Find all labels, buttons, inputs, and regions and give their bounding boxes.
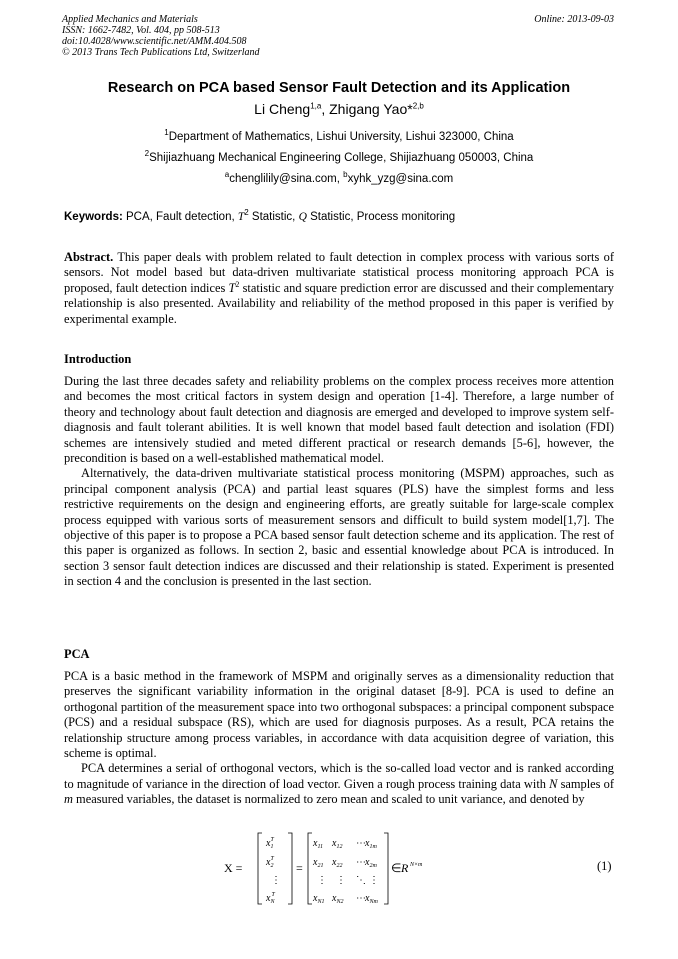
pca-paragraph-2 — [64, 761, 614, 807]
pca-p2-text-c: measured variables, the dataset is normalized to zero mean and scaled to unit variance, and denoted by — [72, 792, 585, 807]
email-a: chenglilily@sina.com, — [229, 173, 344, 185]
affiliation-1 — [0, 128, 678, 143]
keywords-label: Keywords: — [64, 211, 123, 223]
matrix-entries — [312, 838, 379, 905]
matrix-right-bracket — [384, 833, 388, 904]
author-2: Zhigang Yao* — [329, 101, 413, 117]
keyword-t-exponent: 2 — [244, 208, 249, 218]
abstract-label: Abstract. — [64, 250, 114, 264]
equation-space-dimension: N×m — [410, 862, 423, 868]
matrix-entry: ⋯ — [356, 857, 366, 868]
affiliation-2-mark: 2 — [144, 149, 150, 159]
copyright-line: © 2013 Trans Tech Publications Ltd, Switzerland — [62, 47, 260, 58]
keywords-text-3: Statistic, Process monitoring — [306, 211, 456, 223]
matrix-entry: ⋯ — [356, 838, 366, 849]
equation-element-of: ∈ — [391, 861, 402, 875]
keywords — [64, 208, 456, 223]
introduction-paragraph-1: During the last three decades safety and reliability problems on the complex process receives more attention and becomes the most critical factors in system design and operation [1-4]. Therefore, a large number of theory and technology about fault detection and diagnosis are emerged and developed to improve system self-diagnosis and fault tolerant abilities. It is well known that model based fault detection and isolation (FDI) schemes are intensively studied and meted different practical or research demands [5-6], however, the precondition is based on a well-established mathematical model. — [64, 374, 614, 466]
vector-entry: $x_1T$ — [266, 837, 274, 850]
email-b-mark: b — [343, 170, 348, 180]
matrix-entry: ⋱ — [356, 875, 366, 886]
matrix-left-bracket — [308, 833, 312, 904]
email-b: xyhk_yzg@sina.com — [347, 173, 454, 185]
matrix-entry: $x_{2m}$ — [365, 857, 377, 869]
vector-right-bracket — [288, 833, 292, 904]
equation-lhs: X = — [224, 861, 243, 875]
author-2-affiliation: 2,b — [412, 101, 424, 111]
matrix-entry: $x_{Nm}$ — [365, 893, 378, 905]
affiliation-1-text: Department of Mathematics, Lishui University, Lishui 323000, China — [168, 131, 514, 143]
vector-entry: ⋮ — [271, 875, 281, 886]
vector-left-bracket — [258, 833, 262, 904]
abstract-text-2: statistic and square prediction error are discussed and their complementary relationship is also presented. Availability and reliability of the method proposed in this paper is verified by experimental example. — [64, 280, 614, 326]
keywords-text-2: Statistic, — [248, 211, 299, 223]
matrix-entry: $x_{12}$ — [332, 838, 343, 850]
abstract-text-1: This paper deals with problem related to fault detection in complex process with various sorts of sensors. Not model based but data-driven multivariate statistical process monitoring approach PCA is proposed, fault detection indices — [64, 250, 614, 295]
equation-number: (1) — [597, 859, 612, 873]
pca-body — [64, 669, 614, 808]
matrix-entry: $x_{21}$ — [313, 857, 324, 869]
affiliation-2 — [0, 149, 678, 164]
affiliation-2-text: Shijiazhuang Mechanical Engineering College, Shijiazhuang 050003, China — [149, 152, 534, 164]
abstract — [64, 250, 614, 327]
matrix-entry: ⋮ — [369, 875, 379, 886]
keyword-q-symbol: Q — [298, 211, 307, 223]
affiliation-1-mark: 1 — [164, 128, 169, 138]
paper-title: Research on PCA based Sensor Fault Detection and its Application — [107, 80, 571, 96]
email-a-mark: a — [224, 170, 230, 180]
vector-entry: $x_NT$ — [266, 892, 275, 905]
matrix-entry: $x_{1m}$ — [365, 838, 377, 850]
equation-1 — [224, 828, 624, 908]
equation-equals: = — [296, 861, 303, 875]
pca-p2-text-a: PCA determines a serial of orthogonal vectors, which is the so-called load vector and is ranked according to magnitude of variance in the direction of load vector. Given a rough process training data with — [64, 761, 614, 791]
journal-name: Applied Mechanics and Materials — [62, 14, 198, 25]
doi-line: doi:10.4028/www.scientific.net/AMM.404.508 — [62, 36, 247, 47]
keyword-t-symbol: T — [237, 211, 245, 223]
pca-p2-text-b: samples of — [557, 776, 615, 791]
author-separator: , — [321, 101, 330, 117]
pca-symbol-m: m — [64, 792, 73, 807]
author-1-affiliation: 1,a — [310, 101, 322, 111]
online-date: Online: 2013-09-03 — [534, 14, 614, 25]
matrix-entry: ⋮ — [317, 875, 327, 886]
email-line — [0, 170, 678, 185]
matrix-entry: ⋮ — [336, 875, 346, 886]
abstract-t-exponent: 2 — [235, 279, 240, 289]
pca-heading: PCA — [64, 647, 90, 661]
equation-real-space: R — [401, 861, 409, 875]
issn-line: ISSN: 1662-7482, Vol. 404, pp 508-513 — [62, 25, 220, 36]
author-1: Li Cheng — [254, 101, 311, 117]
pca-symbol-n: N — [549, 776, 558, 791]
introduction-body — [64, 374, 614, 590]
introduction-heading: Introduction — [64, 352, 132, 366]
introduction-paragraph-2: Alternatively, the data-driven multivariate statistical process monitoring (MSPM) approaches, such as principal component analysis (PCA) and partial least squares (PLS) have the simplest forms and less restrictive requirements on the design and engineering efforts, are greatly suitable for large-scale complex process equipped with various sorts of measurement sensors and difficult to build system model[1,7]. The objective of this paper is to propose a PCA based sensor fault detection scheme and its application. The rest of this paper is organized as follows. In section 2, basic and essential knowledge about PCA is introduced. In section 3 sensor fault detection indices are discussed and their relationship is stated. Experiment is presented in section 4 and the conclusion is presented in the last section. — [64, 466, 614, 589]
keywords-text-1: PCA, Fault detection, — [122, 211, 238, 223]
matrix-entry: $x_{N1}$ — [313, 893, 325, 905]
abstract-t-symbol: T — [228, 280, 236, 295]
matrix-entry: $x_{N2}$ — [332, 893, 344, 905]
vector-entry: $x_2T$ — [266, 856, 274, 869]
author-line — [0, 101, 678, 117]
matrix-entry: $x_{22}$ — [332, 857, 343, 869]
matrix-entry: $x_{11}$ — [313, 838, 324, 850]
journal-header — [62, 14, 260, 58]
matrix-entry: ⋯ — [356, 893, 366, 904]
pca-paragraph-1: PCA is a basic method in the framework of MSPM and originally serves as a dimensionality reduction that preserves the significant variability information in the original dataset [8-9]. PCA is used to define an orthogonal partition of the measurement space into two orthogonal subspaces: a principal component subspace (PCS) and a residual subspace (RS), which are used for diagnosis purposes. As a result, PCA retains the relationship structure among process variables, in accordance with data acquisition degree of variation, this scheme is optimal. — [64, 669, 614, 761]
vector-entries — [265, 837, 281, 905]
